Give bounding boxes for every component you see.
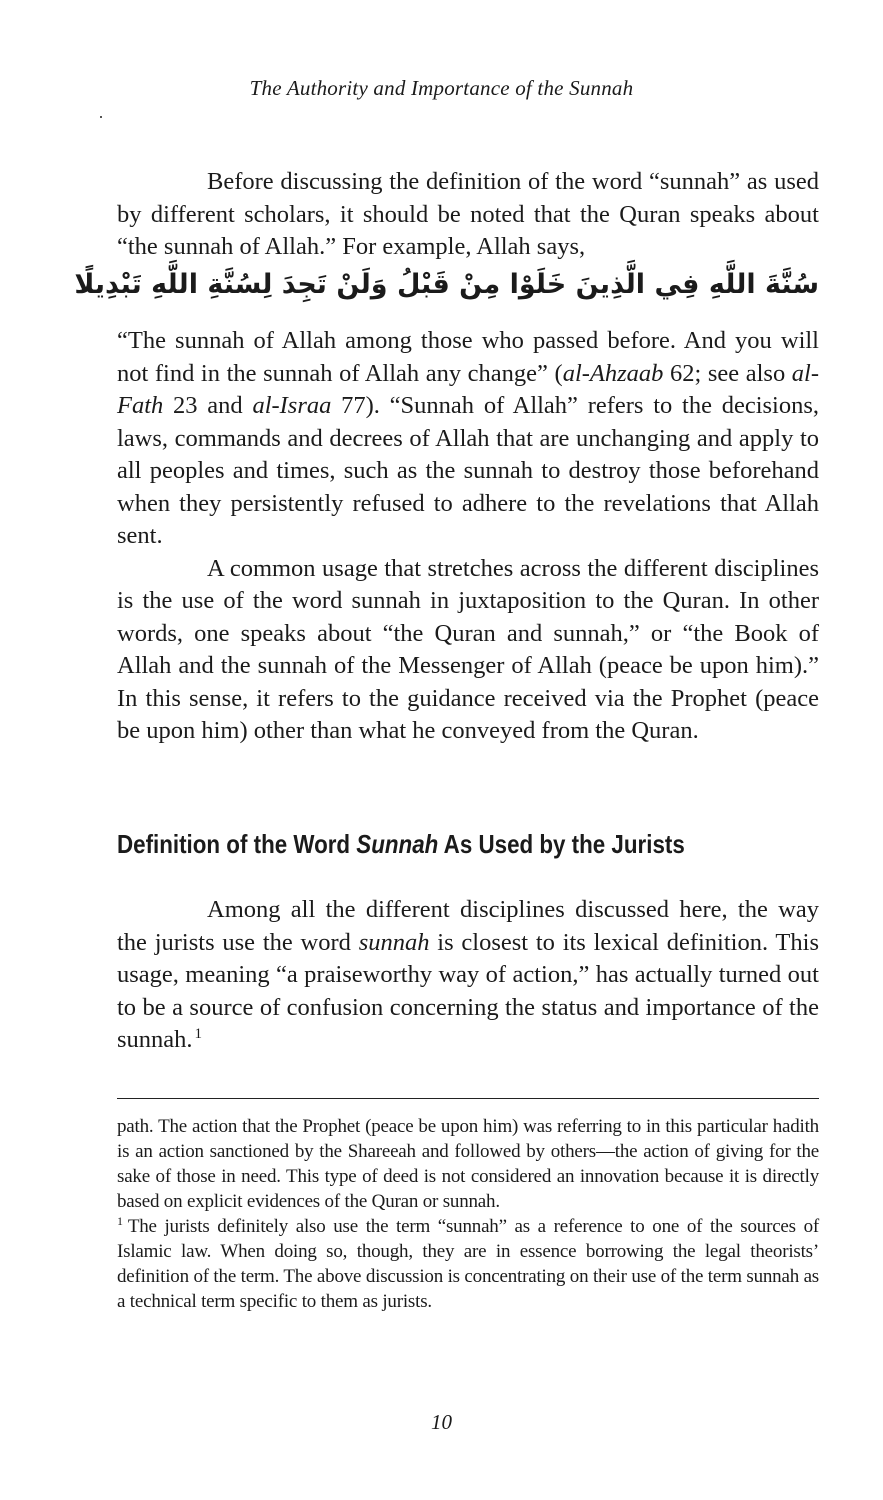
footnote-continued: path. The action that the Prophet (peace be upon him) was referring to in this particular hadith is an action sanctioned by the Shareeah and followed by others—the action of giving for the sake of those in need. This type of deed is not considered an innovation because it is directly based on explicit evidences of the Quran or sunnah. — [117, 1116, 819, 1212]
arabic-verse: سُنَّةَ اللَّهِ فِي الَّذِينَ خَلَوْا مِنْ قَبْلُ وَلَنْ تَجِدَ لِسُنَّةِ اللَّهِ تَبْدِيلًا — [74, 269, 819, 300]
footnotes — [117, 1114, 819, 1314]
footnote-text: The jurists definitely also use the term “sunnah” as a reference to one of the sources of Islamic law. When doing so, though, they are in essence borrowing the legal theorists’ definition of the term. The above discussion is concentrating on their use of the term sunnah as a technical term specific to them as jurists. — [117, 1216, 819, 1312]
section-heading — [117, 826, 721, 862]
surah-reference: al-Israa — [252, 392, 332, 419]
term-emphasis: sunnah — [358, 928, 430, 956]
footnote-mark: 1 — [117, 1214, 123, 1228]
heading-text: Definition of the Word — [117, 829, 357, 859]
main-text-block — [117, 325, 819, 748]
usage-paragraph: A common usage that stretches across the different disciplines is the use of the word sunnah in juxtaposition to the Quran. In other words, one speaks about “the Quran and sunnah,” or “the Book of Allah and the sunnah of the Messenger of Allah (peace be upon him).” In this sense, it refers to the guidance received via the Prophet (peace be upon him) other than what he conveyed from the Quran. — [117, 554, 819, 744]
footnote-reference[interactable]: 1 — [194, 1026, 203, 1042]
surah-reference: al-Ahzaab — [562, 359, 664, 387]
heading-emphasis: Sunnah — [356, 829, 439, 859]
text-run: 77). “Sunnah of Allah” refers to the decisions, laws, commands and decrees of Allah that are unchanging and apply to all peoples and times, such as the sunnah to destroy those beforehand when they persistently refused to adhere to the revelations that Allah sent. — [117, 392, 820, 549]
text-run: 62; see also — [663, 359, 792, 387]
footnote-1 — [117, 1214, 819, 1314]
intro-paragraph-block — [117, 166, 819, 264]
text-run: is closest to its lexical definition. This usage, meaning “a praiseworthy way of action,” has actually turned out to be a source of confusion concerning the status and importance of the sunnah. — [117, 928, 819, 1053]
text-run: 23 and — [163, 392, 253, 419]
section-text-block — [117, 894, 819, 1057]
jurists-paragraph — [117, 894, 819, 1057]
page-number: 10 — [431, 1410, 452, 1434]
intro-paragraph: Before discussing the definition of the word “sunnah” as used by different scholars, it should be noted that the Quran speaks about “the sunnah of Allah.” For example, Allah says, — [117, 168, 819, 260]
text-run: “The sunnah of Allah among those who passed before. And you will not find in the sunnah of Allah any change” ( — [117, 327, 819, 387]
verse-translation-paragraph — [117, 325, 819, 553]
scan-speck — [100, 116, 102, 118]
surah-reference: al-Fath — [117, 359, 820, 419]
text-run: Among all the different disciplines discussed here, the way the jurists use the word — [117, 896, 819, 956]
running-head: The Authority and Importance of the Sunnah — [249, 76, 634, 100]
heading-text: As Used by the Jurists — [438, 829, 685, 859]
footnote-divider — [117, 1098, 819, 1099]
